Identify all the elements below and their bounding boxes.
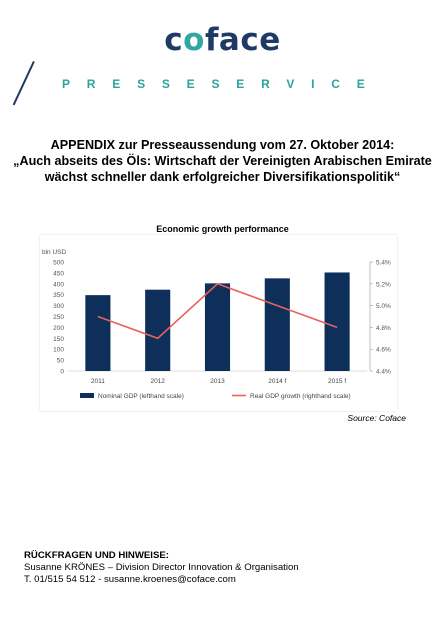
x-tick-label: 2013	[210, 378, 225, 385]
left-tick-label: 400	[53, 281, 64, 289]
right-tick-label: 5.4%	[376, 259, 391, 267]
x-tick-label: 2012	[150, 378, 165, 385]
gdp-bar	[205, 283, 230, 371]
right-tick-label: 4.6%	[376, 346, 391, 354]
left-tick-label: 200	[53, 324, 64, 332]
left-tick-label: 150	[53, 335, 64, 343]
left-tick-label: 100	[53, 346, 64, 354]
chart-container	[40, 235, 397, 411]
right-tick-label: 5.2%	[376, 281, 391, 289]
contact-block	[24, 550, 299, 586]
page-heading	[12, 137, 433, 185]
contact-title: RÜCKFRAGEN UND HINWEISE:	[24, 550, 169, 561]
gdp-chart	[40, 235, 397, 411]
coface-logo: coface	[164, 22, 281, 58]
contact-line-1: Susanne KRÖNES – Division Director Innovation & Organisation	[24, 562, 299, 573]
left-tick-label: 50	[56, 357, 64, 365]
left-tick-label: 450	[53, 270, 64, 278]
x-tick-label: 2014 f	[268, 378, 287, 385]
chart-title: Economic growth performance	[156, 224, 289, 234]
right-tick-label: 4.4%	[376, 368, 391, 376]
legend-label-bar: Nominal GDP (lefthand scale)	[98, 393, 184, 400]
logo-slash	[13, 61, 35, 105]
gdp-bar	[85, 295, 110, 371]
left-tick-label: 300	[53, 303, 64, 311]
left-tick-label: 250	[53, 314, 64, 321]
right-tick-label: 4.8%	[376, 324, 391, 332]
heading-line-3: wächst schneller dank erfolgreicher Diversifikationspolitik“	[44, 170, 401, 184]
presseservice-label: PRESSESERVICE	[62, 77, 382, 91]
legend-swatch-bar	[80, 393, 94, 398]
left-tick-label: 0	[60, 368, 64, 376]
gdp-bar	[325, 272, 350, 371]
gdp-bar	[265, 278, 290, 371]
left-axis-unit: bln USD	[42, 249, 67, 256]
left-tick-label: 500	[53, 259, 64, 267]
source-note: Source: Coface	[347, 413, 406, 423]
x-tick-label: 2015 f	[328, 378, 347, 385]
contact-line-2: T. 01/515 54 512 - susanne.kroenes@coface.com	[24, 574, 236, 585]
x-tick-label: 2011	[90, 378, 105, 385]
heading-line-1: APPENDIX zur Presseaussendung vom 27. Oktober 2014:	[50, 138, 395, 152]
left-tick-label: 350	[53, 292, 64, 300]
legend-label-line: Real GDP growth (righthand scale)	[250, 393, 351, 400]
heading-line-2: „Auch abseits des Öls: Wirtschaft der Vereinigten Arabischen Emirate	[13, 154, 432, 168]
right-tick-label: 5.0%	[376, 303, 391, 311]
